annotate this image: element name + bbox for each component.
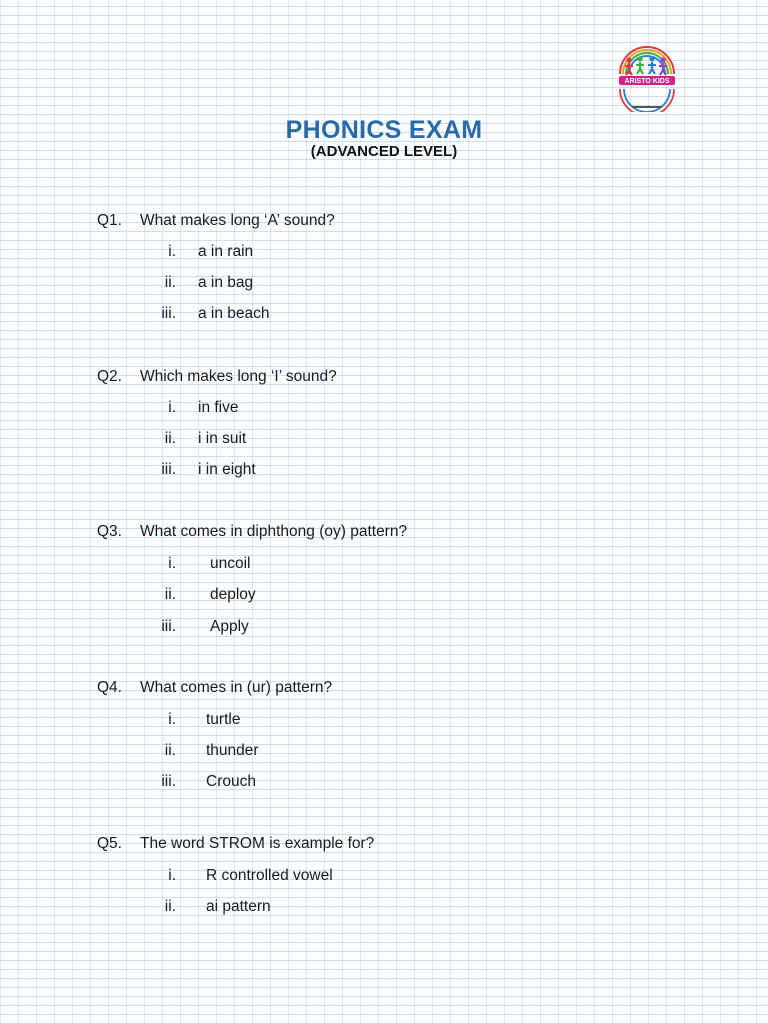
logo-text: ARISTO KIDS [624, 78, 670, 86]
question-number: Q2. [97, 368, 122, 385]
option-number: i. [168, 711, 176, 728]
question-number: Q3. [97, 523, 122, 540]
option-text: a in beach [198, 305, 270, 322]
question-4 [97, 679, 332, 697]
option-number: iii. [161, 618, 176, 635]
option-number: i. [168, 867, 176, 884]
question-text: What makes long ‘A’ sound? [140, 212, 335, 229]
question-3 [97, 523, 407, 541]
option-number: ii. [164, 742, 176, 759]
question-text: Which makes long ‘I’ sound? [140, 368, 337, 385]
option-number: i. [168, 399, 176, 416]
question-5 [97, 835, 374, 853]
option-number: ii. [164, 898, 176, 915]
option-number: ii. [164, 430, 176, 447]
option-text: a in bag [198, 274, 254, 291]
exam-title: PHONICS EXAM [285, 116, 483, 144]
question-number: Q1. [97, 212, 122, 229]
option-text: in five [198, 399, 239, 416]
option-number: ii. [164, 274, 176, 291]
option-text: Crouch [206, 773, 256, 790]
option-text: ai pattern [206, 898, 271, 915]
option-text: turtle [206, 711, 241, 728]
question-text: What comes in diphthong (oy) pattern? [140, 523, 408, 540]
question-number: Q4. [97, 679, 122, 696]
option-text: uncoil [210, 555, 251, 572]
question-2 [97, 368, 337, 386]
option-number: i. [168, 555, 176, 572]
option-number: iii. [161, 461, 176, 478]
option-number: iii. [161, 305, 176, 322]
exam-subtitle: (ADVANCED LEVEL) [310, 143, 458, 160]
question-number: Q5. [97, 835, 122, 852]
question-text: What comes in (ur) pattern? [140, 679, 333, 696]
option-number: ii. [164, 586, 176, 603]
option-text: i in suit [198, 430, 247, 447]
option-number: iii. [161, 773, 176, 790]
option-text: deploy [210, 586, 256, 603]
question-text: The word STROM is example for? [140, 835, 375, 852]
aristo-kids-logo [614, 40, 680, 112]
option-text: Apply [210, 618, 249, 635]
option-text: a in rain [198, 243, 254, 260]
option-text: i in eight [198, 461, 256, 478]
option-text: R controlled vowel [206, 867, 333, 884]
option-number: i. [168, 243, 176, 260]
question-1 [97, 212, 335, 230]
option-text: thunder [206, 742, 259, 759]
